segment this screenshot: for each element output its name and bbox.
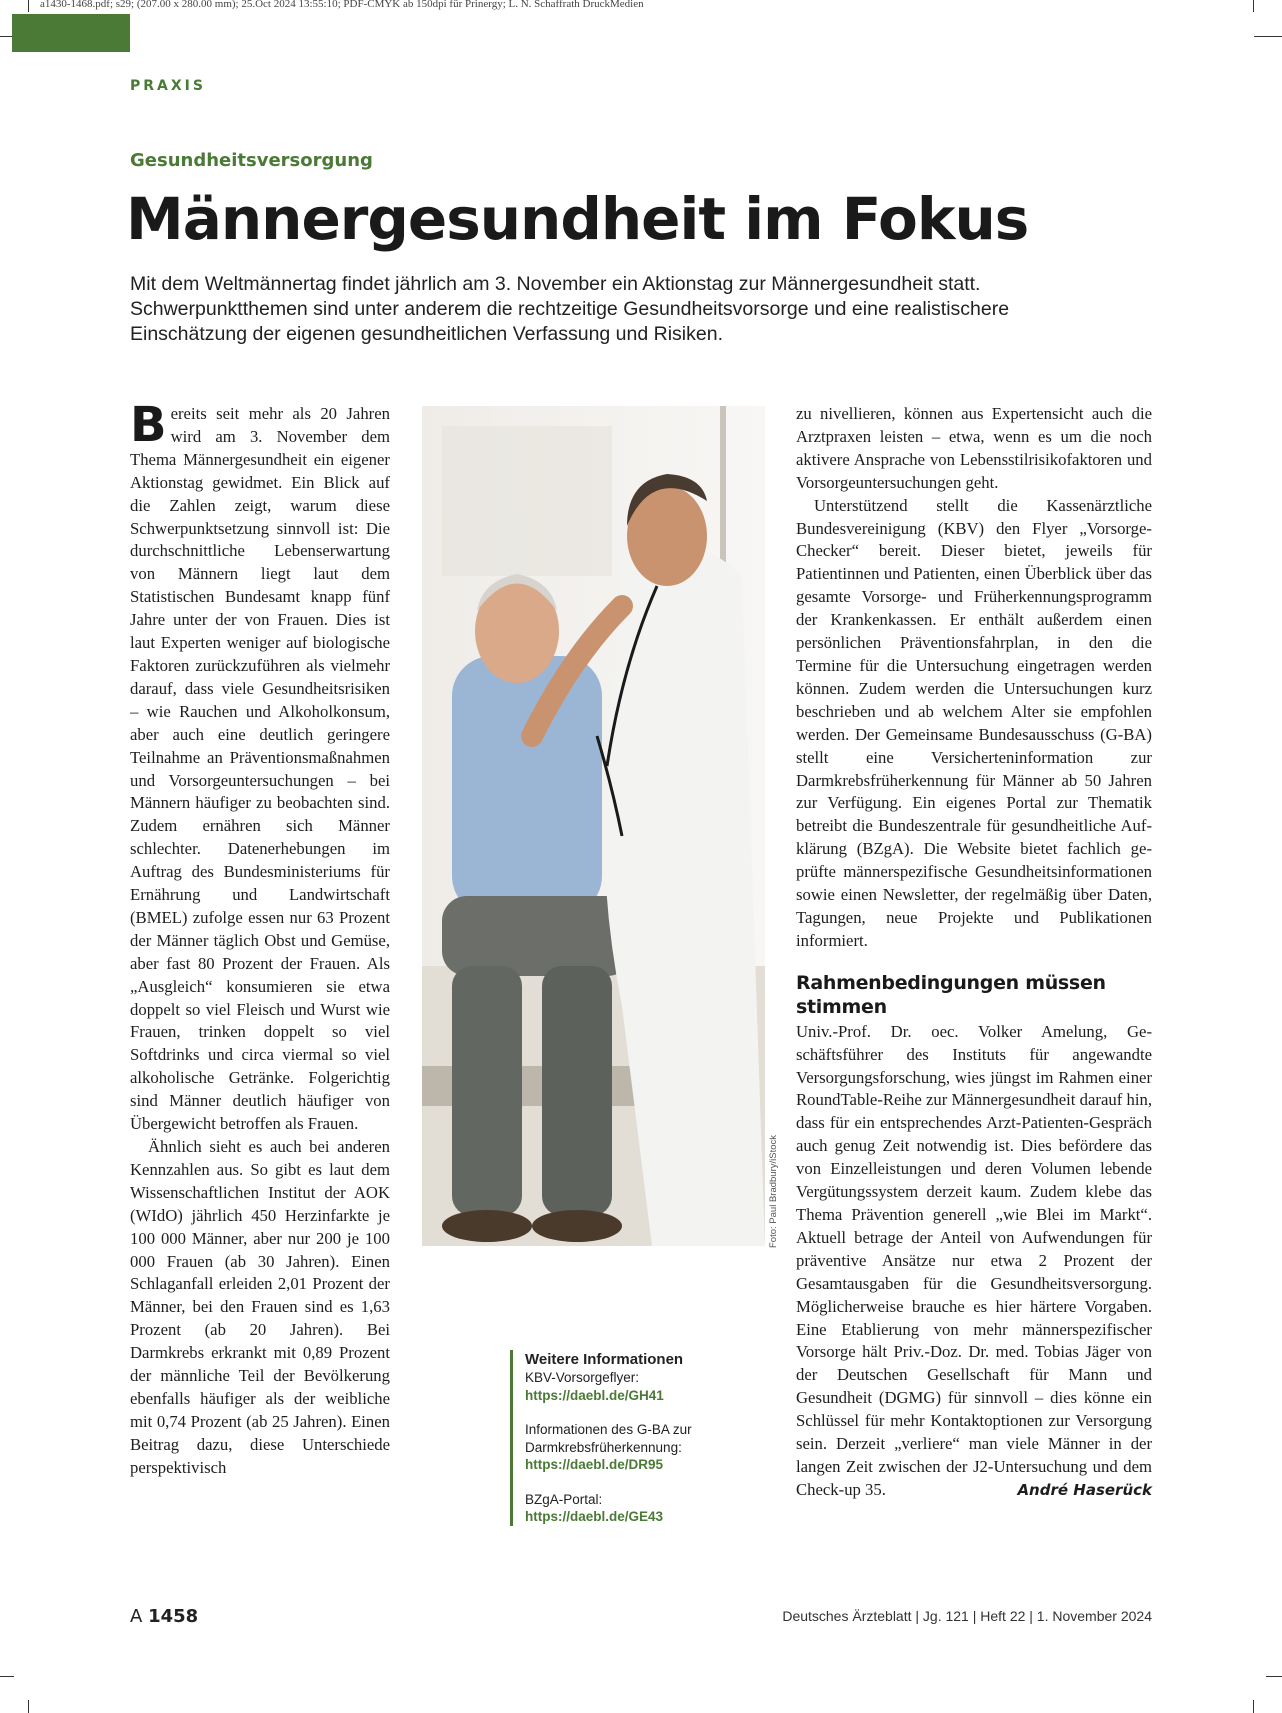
- info-item-label: KBV-Vorsorgeflyer:: [525, 1370, 640, 1385]
- paragraph-text: ereits seit mehr als 20 Jahren wird am 3. November dem Thema Männergesundheit ein eigener Aktionstag gewidmet. Ein Blick auf die Zahlen zeigt, warum diese Schwerpunktsetzung sinnvoll ist: Die durchschnittliche Lebenserwartung von Männern liegt laut dem Statistischen Bundesamt knapp fünf Jahre unter der von Frauen. Dies ist laut Experten weniger auf biologische Faktoren zurückzuführen als vielmehr darauf, dass viele Gesundheitsrisiken – wie Rauchen und Alkoholkonsum, aber auch eine deutlich geringere Teilnahme an Präventionsmaßnahmen und Vorsorgeuntersuchungen – bei Männern häufiger zu beobachten sind. Zudem ernähren sich Männer schlechter. Datenerhebungen im Auftrag des Bundesministeriums für Ernährung und Landwirtschaft (BMEL) zufolge essen nur 63 Prozent der Männer täglich Obst und Gemüse, aber fast 80 Prozent der Frauen. Als „Ausgleich“ konsumieren sie etwa doppelt so viel Fleisch und Wurst wie Frauen, trinken doppelt so viel Softdrinks und circa viermal so viel alkoholische Getränke. Folgerichtig sind Männer deutlich häufiger von Übergewicht betroffen als Frauen.: [130, 404, 390, 1134]
- crop-mark: [0, 1676, 14, 1677]
- headline: Männergesundheit im Fokus: [126, 185, 1029, 253]
- crop-mark: [1253, 0, 1254, 12]
- paragraph: Unterstützend stellt die Kassenärztliche Bundesvereinigung (KBV) den Flyer „Vorsorge-Checker“ bereit. Dieser bietet, jeweils für Patientinnen und Patienten, einen Überblick über das gesamte Vorsorge- und Früherkennungsprogramm der Krankenkassen. Er enthält außerdem einen persönlichen Präventionsfahrplan, in den die Termine für die Untersuchung eingetragen werden können. Zudem werden die Untersuchungen kurz beschrieben und ab welchem Alter sie empfohlen werden. Der Gemeinsame Bundesausschuss (G-BA) stellt eine Versicherteninformation zur Darmkrebsfrüherkennung für Männer ab 50 Jahren zur Verfügung. Ein eigenes Portal zur Thematik betreibt die Bundeszentrale für gesundheitliche Aufklärung (BZgA). Die Website bietet fachlich geprüfte männerspezifische Gesundheitsinformationen sowie einen Newsletter, der regelmäßig über Daten, Tagungen, neue Projekte und Publikationen informiert.: [796, 495, 1152, 950]
- page-number-value: 1458: [148, 1606, 199, 1627]
- info-link-bzga[interactable]: https://daebl.de/GE43: [525, 1509, 664, 1524]
- crop-mark: [28, 0, 29, 12]
- info-box-title: Weitere Informationen: [525, 1351, 684, 1368]
- crop-mark: [28, 1700, 29, 1713]
- section-label: PRAXIS: [130, 78, 206, 94]
- info-item-label: Informationen des G-BA zur Darmkrebsfrüherkennung:: [525, 1422, 692, 1455]
- info-link-kbv[interactable]: https://daebl.de/GH41: [525, 1387, 664, 1403]
- page-number: [130, 1606, 198, 1627]
- crop-mark: [1253, 1700, 1254, 1713]
- subheading: Rahmenbedingungen müssen stimmen: [796, 971, 1106, 1018]
- info-box: [510, 1350, 715, 1526]
- page-prefix: A: [130, 1606, 143, 1627]
- author-name: André Haserück: [1017, 1480, 1152, 1499]
- article-column-left: [130, 397, 390, 1480]
- photo-credit: Foto: Paul Bradbury/iStock: [768, 1135, 779, 1248]
- print-info: a1430-1468.pdf; s29; (207.00 x 280.00 mm); 25.Oct 2024 13:55:10; PDF-CMYK ab 150dpi für Prinergy; L. N. Schaffrath DruckMedien: [40, 0, 644, 10]
- doctor-patient-illustration: [422, 406, 765, 1246]
- crop-mark: [1266, 1676, 1282, 1677]
- journal-footer: Deutsches Ärzteblatt | Jg. 121 | Heft 22 | 1. November 2024: [782, 1608, 1152, 1624]
- paragraph: zu nivellieren, können aus Expertensicht auch die Arztpraxen leisten – etwa, wenn es um die noch aktivere Ansprache von Lebensstilrisikofaktoren und Vorsorgeuntersuchungen geht.: [796, 404, 1152, 492]
- kicker: Gesundheitsversorgung: [130, 150, 373, 171]
- section-color-bar: [12, 14, 130, 52]
- paragraph: [130, 397, 390, 1136]
- drop-cap: B: [130, 397, 167, 453]
- article-photo: [422, 406, 765, 1246]
- paragraph: Ähnlich sieht es auch bei anderen Kennzahlen aus. So gibt es laut dem Wissenschaftlichen Institut der AOK (WIdO) jährlich 450 Herzinfarkte je 100 000 Männer, aber nur 200 je 100 000 Frauen (ab 30 Jahren). Einen Schlaganfall erleiden 2,01 Prozent der Männer, bei den Frauen sind es 1,63 Prozent (ab 20 Jahren). Bei Darmkrebs erkrankt mit 0,89 Prozent der männliche Teil der Bevölkerung ebenfalls häufiger als der weibliche mit 0,74 Prozent (ab 25 Jahren). Einen Beitrag dazu, diese Unterschiede perspektivisch: [130, 1137, 390, 1477]
- paragraph-text: Univ.-Prof. Dr. oec. Volker Amelung, Geschäftsführer des Instituts für angewandte Versorgungsforschung, wies jüngst im Rahmen einer RoundTable-Reihe zur Männergesundheit darauf hin, dass für ein entsprechendes Arzt-Patienten-Gespräch auch genug Zeit notwendig ist. Dies befördere das von Einzelleistungen und deren Volumen lebende Vergütungssystem derzeit kaum. Zudem klebe das Thema Prävention generell „wie Blei im Markt“. Aktuell betrage der Anteil von Aufwendungen für präventive Ansätze nur etwa 2 Prozent der Gesamtausgaben für die Gesundheitsversorgung. Möglicherweise brauche es hier härtere Vorgaben. Eine Etablierung von mehr männerspezifischer Vorsorge hält Priv.-Doz. Dr. med. Tobias Jäger von der Deutschen Gesellschaft für Mann und Gesundheit (DGMG) für sinnvoll – dies könne ein Schlüssel für mehr Kontaktoptionen zur Versorgung sein. Derzeit „verliere“ man viele Männer in der langen Zeit zwischen der J2-Untersuchung und dem Check-up 35.: [796, 1021, 1152, 1499]
- info-item-label: BZgA-Portal:: [525, 1491, 603, 1507]
- article-column-right: [796, 403, 1152, 1502]
- paragraph: [796, 1021, 1152, 1502]
- lead-paragraph: Mit dem Weltmännertag findet jährlich am 3. November ein Aktionstag zur Männergesundheit statt. Schwerpunktthemen sind unter anderem die rechtzeitige Gesundheitsvorsorge und eine realistischere Einschätzung der eigenen gesundheitlichen Verfassung und Risiken.: [130, 273, 1010, 345]
- info-link-gba[interactable]: https://daebl.de/DR95: [525, 1457, 664, 1472]
- crop-mark: [1254, 36, 1282, 37]
